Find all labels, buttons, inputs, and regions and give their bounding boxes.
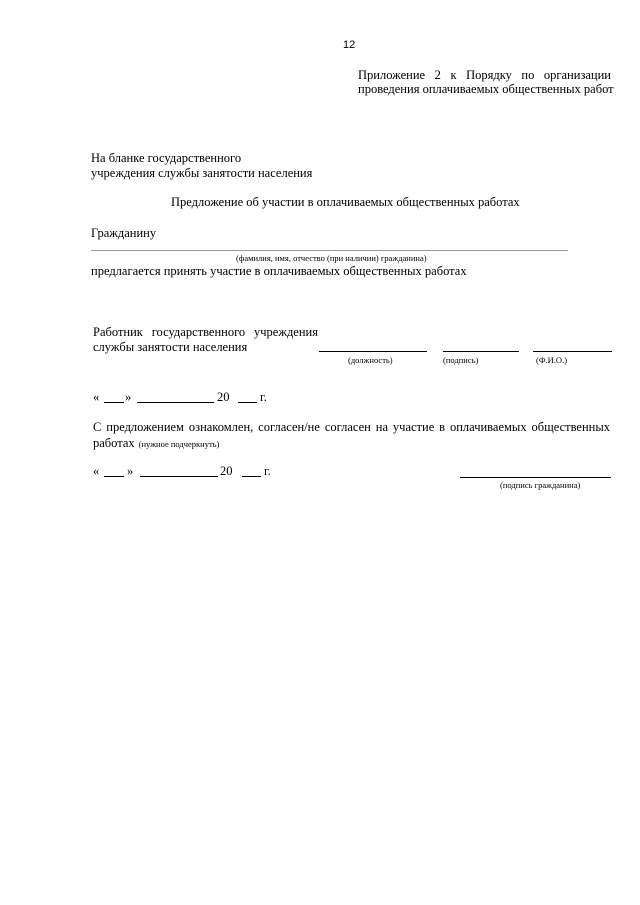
- caption-name: (Ф.И.О.): [536, 355, 568, 365]
- addressee-name-line: [91, 250, 568, 251]
- worker-line-2: службы занятости населения: [93, 340, 248, 354]
- date1-year-suffix: г.: [260, 390, 267, 404]
- date2-open-quote: «: [93, 464, 100, 478]
- letterhead-line-2: учреждения службы занятости населения: [91, 166, 313, 180]
- date1-year-prefix: 20: [217, 390, 230, 404]
- offer-text: предлагается принять участие в оплачиваемых общественных работах: [91, 264, 467, 278]
- position-line: [319, 351, 427, 352]
- consent-note: (нужное подчеркнуть): [138, 439, 220, 449]
- date2-month-line: [140, 476, 218, 477]
- consent-line-1: С предложением ознакомлен, согласен/не согласен на участие в оплачиваемых общественных: [93, 420, 610, 434]
- citizen-signature-caption: (подпись гражданина): [500, 480, 581, 490]
- date2-close-quote: »: [127, 464, 134, 478]
- consent-line-2: [93, 434, 219, 452]
- date1-day-line: [104, 402, 124, 403]
- date1-year-line: [238, 402, 257, 403]
- date1-open-quote: «: [93, 390, 100, 404]
- name-line: [533, 351, 612, 352]
- date2-year-prefix: 20: [220, 464, 233, 478]
- addressee-label: Гражданину: [91, 226, 157, 240]
- page-number: 12: [343, 39, 356, 51]
- letterhead-line-1: На бланке государственного: [91, 151, 242, 165]
- caption-position: (должность): [348, 355, 393, 365]
- citizen-signature-line: [460, 477, 611, 478]
- appendix-line-2: проведения оплачиваемых общественных работ: [358, 82, 614, 96]
- date1-close-quote: »: [125, 390, 132, 404]
- worker-line-1: Работник государственного учреждения: [93, 325, 318, 339]
- consent-line-2-main: работах: [93, 436, 135, 450]
- date1-month-line: [137, 402, 214, 403]
- date2-year-suffix: г.: [264, 464, 271, 478]
- addressee-caption: (фамилия, имя, отчество (при наличии) гражданина): [236, 253, 427, 263]
- date2-day-line: [104, 476, 124, 477]
- document-title: Предложение об участии в оплачиваемых общественных работах: [171, 195, 520, 209]
- date2-year-line: [242, 476, 261, 477]
- appendix-line-1: Приложение 2 к Порядку по организации: [358, 68, 611, 82]
- caption-signature: (подпись): [443, 355, 479, 365]
- signature-line: [443, 351, 519, 352]
